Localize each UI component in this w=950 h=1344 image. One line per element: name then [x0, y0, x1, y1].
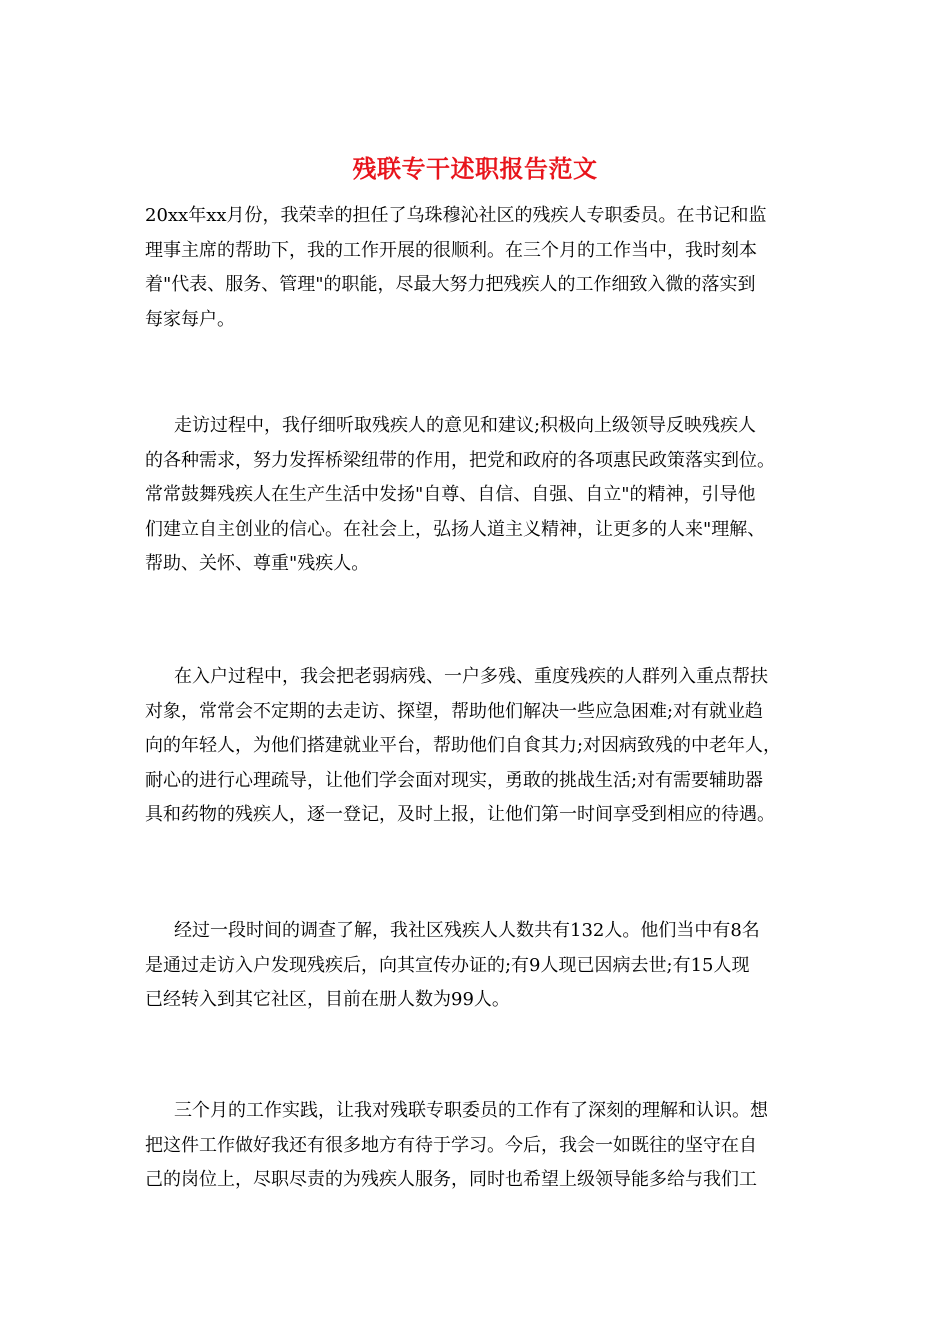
paragraph-2-line: 走访过程中，我仔细听取残疾人的意见和建议;积极向上级领导反映残疾人 [174, 415, 757, 436]
paragraph-3-line: 在入户过程中，我会把老弱病残、一户多残、重度残疾的人群列入重点帮扶 [174, 666, 768, 687]
paragraph-5-line: 把这件工作做好我还有很多地方有待于学习。今后，我会一如既往的坚守在自 [145, 1134, 757, 1156]
paragraph-3-line: 向的年轻人，为他们搭建就业平台，帮助他们自食其力;对因病致残的中老年人， [145, 735, 782, 756]
document-title: 残联专干述职报告范文 [352, 154, 598, 183]
paragraph-5 [145, 1094, 815, 1198]
paragraph-3-line: 具和药物的残疾人，逐一登记，及时上报，让他们第一时间享受到相应的待遇。 [145, 804, 775, 825]
paragraph-3-line: 耐心的进行心理疏导，让他们学会面对现实，勇敢的挑战生活;对有需要辅助器 [145, 769, 764, 791]
paragraph-3 [145, 660, 815, 833]
paragraph-2-line: 们建立自主创业的信心。在社会上，弘扬人道主义精神，让更多的人来"理解、 [145, 518, 766, 540]
paragraph-2 [145, 409, 815, 582]
paragraph-1-line: 20xx年xx月份，我荣幸的担任了乌珠穆沁社区的残疾人专职委员。在书记和监 [145, 205, 767, 226]
paragraph-5-line: 三个月的工作实践，让我对残联专职委员的工作有了深刻的理解和认识。想 [174, 1100, 768, 1121]
paragraph-2-line: 常常鼓舞残疾人在生产生活中发扬"自尊、自信、自强、自立"的精神，引导他 [145, 484, 756, 505]
paragraph-5-line: 己的岗位上，尽职尽责的为残疾人服务，同时也希望上级领导能多给与我们工 [145, 1169, 757, 1190]
paragraph-1-line: 着"代表、服务、管理"的职能，尽最大努力把残疾人的工作细致入微的落实到 [145, 274, 756, 295]
paragraph-2-line: 帮助、关怀、尊重"残疾人。 [145, 553, 370, 574]
paragraph-3-line: 对象，常常会不定期的去走访、探望，帮助他们解决一些应急困难;对有就业趋 [145, 700, 764, 722]
paragraph-4-line: 经过一段时间的调查了解，我社区残疾人人数共有132人。他们当中有8名 [174, 920, 760, 941]
paragraph-1-line: 每家每户。 [145, 308, 235, 330]
paragraph-4-line: 已经转入到其它社区，目前在册人数为99人。 [145, 989, 510, 1010]
paragraph-1-line: 理事主席的帮助下，我的工作开展的很顺利。在三个月的工作当中，我时刻本 [145, 239, 757, 261]
paragraph-2-line: 的各种需求，努力发挥桥梁纽带的作用，把党和政府的各项惠民政策落实到位。 [145, 449, 775, 471]
paragraph-4 [145, 914, 815, 1018]
paragraph-1 [145, 199, 815, 337]
paragraph-4-line: 是通过走访入户发现残疾后，向其宣传办证的;有9人现已因病去世;有15人现 [145, 954, 750, 976]
